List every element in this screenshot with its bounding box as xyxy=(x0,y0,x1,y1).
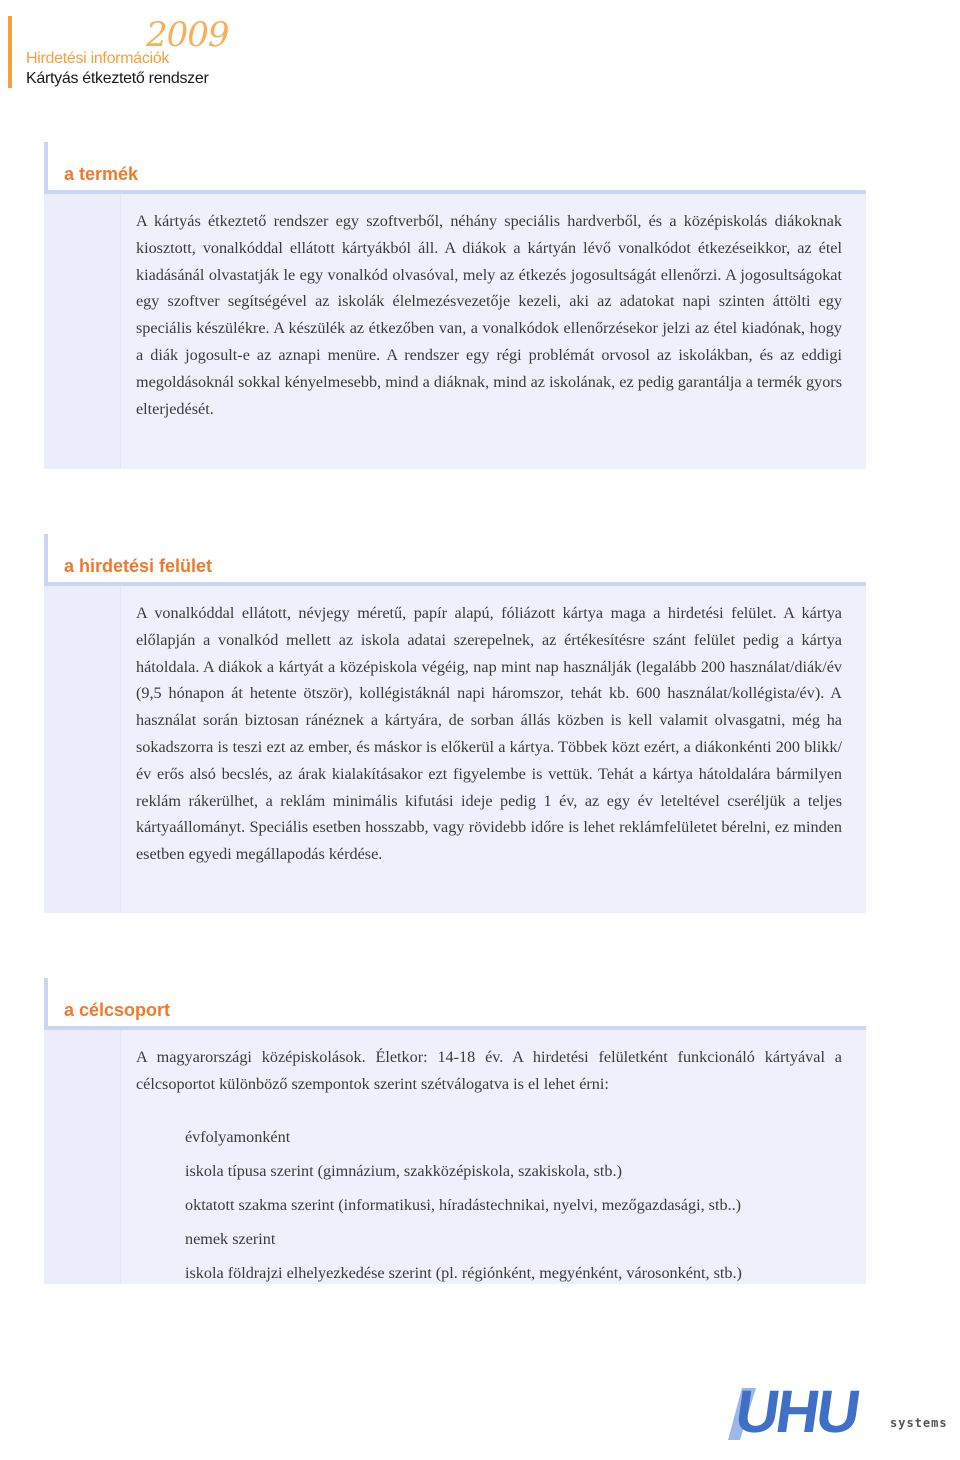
section-celcsoport xyxy=(44,978,866,1284)
section-body xyxy=(44,1030,866,1284)
target-list xyxy=(44,1112,866,1302)
header-subtitle: Hirdetési információk xyxy=(26,50,170,67)
company-logo xyxy=(722,1380,960,1460)
section-gutter-line xyxy=(120,586,121,913)
logo-wordmark: UHU xyxy=(731,1378,862,1445)
section-gutter xyxy=(44,194,120,469)
section-vertical-rule xyxy=(44,978,48,1030)
section-header xyxy=(44,978,866,1030)
section-vertical-rule xyxy=(44,142,48,194)
section-body xyxy=(44,586,866,913)
section-header xyxy=(44,142,866,194)
section-paragraph: A vonalkóddal ellátott, névjegy méretű, papír alapú, fóliázott kártya maga a hirdetési felület. A kártya előlapján a vonalkód mellett az iskola adatai szerepelnek, az értékesítésre szánt felület pedig a kártya hátoldala. A diákok a kártyát a középiskola végéig, nap mint nap használják (legalább 200 használat/diák/év (9,5 hónapon át hetente ötször), kollégistáknál napi háromszor, tehát kb. 600 használat/kollégista/év). A használat során biztosan ránéznek a kártyára, de sorban állás közben is kell valamit olvasgatni, még ha sokadszorra is teszi ezt az ember, és máskor is előkerül a kártya. Többek közt ezért, a diákonkénti 200 blikk/év erős alsó becslés, az árak kialakításakor ezt figyelembe is vettük. Tehát a kártya hátoldalára bármilyen reklám rákerülhet, a reklám minimális kifutási ideje pedig 1 év, az egy év leteltével cseréljük a teljes kártyaállományt. Speciális esetben hosszabb, vagy rövidebb időre is lehet reklámfelületet bérelni, ez minden esetben egyedi megállapodás kérdése. xyxy=(136,604,842,864)
section-paragraph: A kártyás étkeztető rendszer egy szoftverből, néhány speciális hardverből, és a középiskolás diákoknak kiosztott, vonalkóddal ellátott kártyákból áll. A diákok a kártyán lévő vonalkódot étkezéseikkor, az étel kiadásánál olvastatják le egy vonalkód olvasóval, mely az étkezés jogosultságát ellenőrzi. A jogosultságokat egy szoftver segítségével az iskolák élelmezésvezetője kezeli, aki az adatokat napi szinten áttölti egy speciális készülékre. A készülék az étkezőben van, a vonalkódok ellenőrzésekor jelzi az étel kiadónak, hogy a diák jogosult-e az aznapi menüre. A rendszer egy régi problémát orvosol az iskolákban, és az eddigi megoldásoknál sokkal kényelmesebb, mind a diáknak, mind az iskolának, ez pedig garantálja a termék gyors elterjedését. xyxy=(136,212,842,418)
list-item: évfolyamonként xyxy=(185,1127,291,1146)
document-header xyxy=(0,8,260,88)
header-product-name: Kártyás étkeztető rendszer xyxy=(26,70,209,87)
section-gutter-line xyxy=(120,194,121,469)
section-vertical-rule xyxy=(44,534,48,586)
header-year: 2009 xyxy=(146,15,229,55)
section-termek xyxy=(44,142,866,469)
section-paragraph: A magyarországi középiskolások. Életkor: 14-18 év. A hirdetési felületként funkcionáló kártyával a célcsoportot különböző szempontok szerint szétválogatva is el lehet érni: xyxy=(136,1048,842,1093)
section-header xyxy=(44,534,866,586)
section-title: a célcsoport xyxy=(64,1000,171,1020)
section-body xyxy=(44,194,866,469)
header-accent-bar xyxy=(8,16,12,88)
list-item: iskola földrajzi elhelyezkedése szerint (pl. régiónként, megyénként, városonként, stb.) xyxy=(185,1263,742,1282)
list-item: nemek szerint xyxy=(185,1229,276,1248)
logo-subtext: systems xyxy=(890,1416,948,1430)
list-item: iskola típusa szerint (gimnázium, szakközépiskola, szakiskola, stb.) xyxy=(185,1161,622,1180)
section-title: a termék xyxy=(64,164,139,184)
section-hirdetesi-felulet xyxy=(44,534,866,913)
list-item: oktatott szakma szerint (informatikusi, híradástechnikai, nyelvi, mezőgazdasági, stb..) xyxy=(185,1195,742,1214)
section-gutter xyxy=(44,586,120,913)
section-title: a hirdetési felület xyxy=(64,556,213,576)
